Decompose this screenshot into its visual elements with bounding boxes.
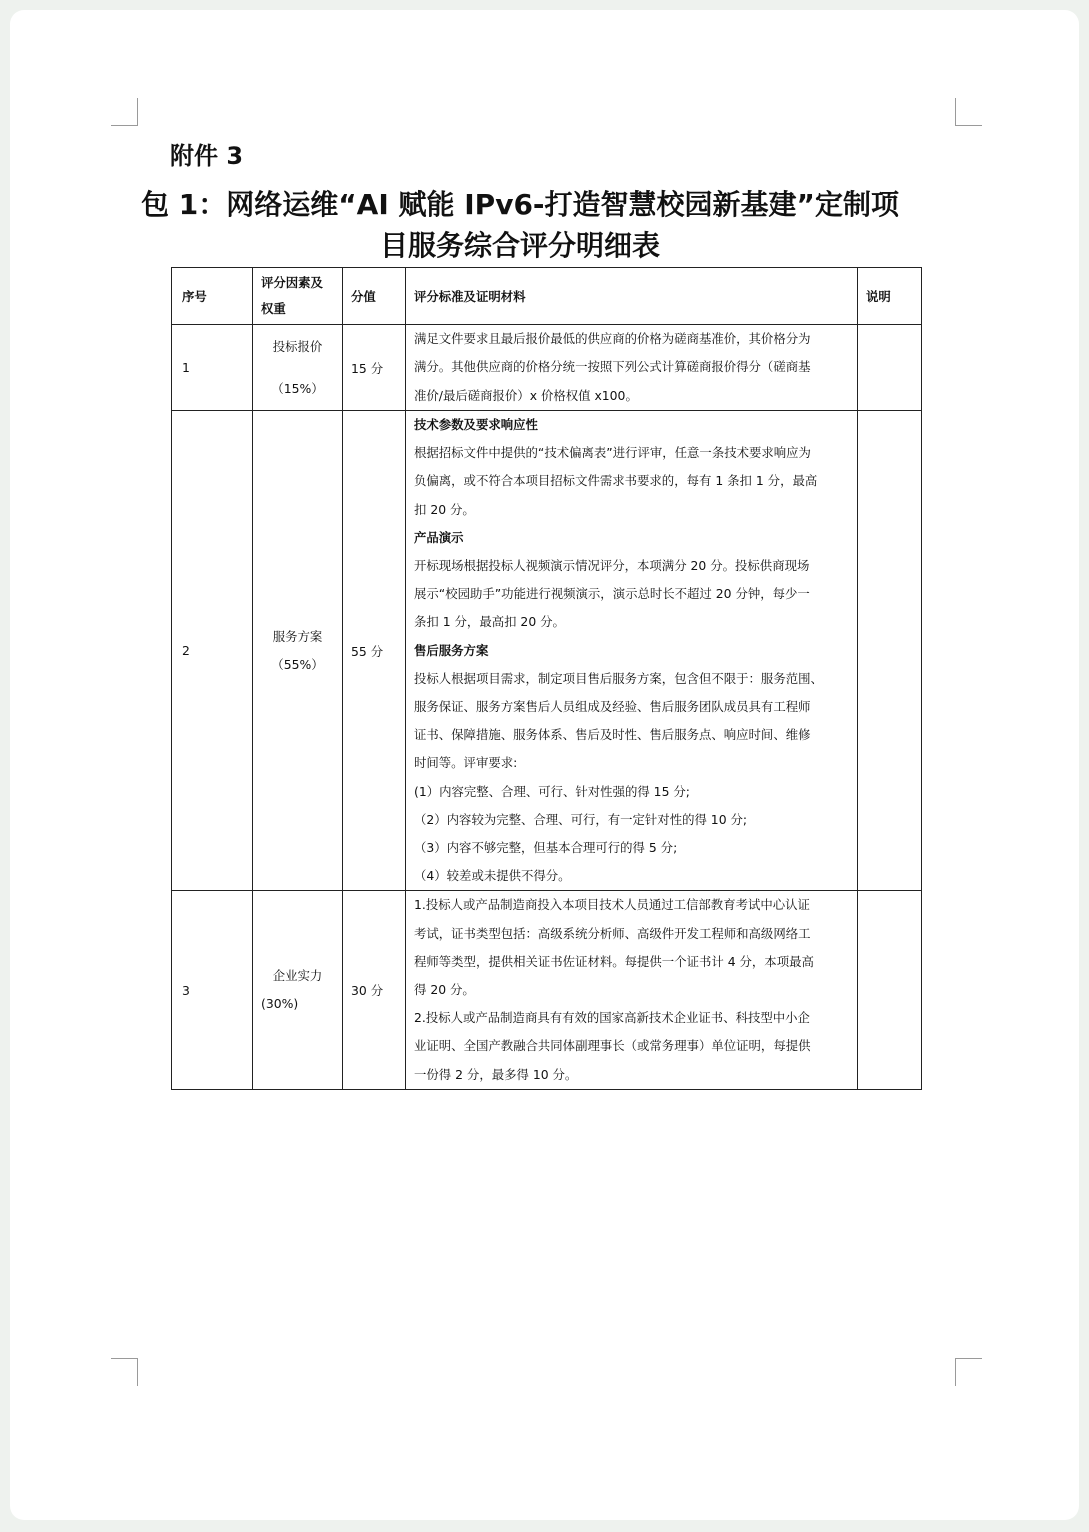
criteria-line: (1）内容完整、合理、可行、针对性强的得 15 分; xyxy=(414,783,690,799)
header-seq: 序号 xyxy=(172,268,253,325)
row-factor xyxy=(253,891,343,1089)
row-factor xyxy=(253,411,343,891)
header-factor-line-2: 权重 xyxy=(261,301,286,316)
table-row xyxy=(172,411,922,891)
table-row xyxy=(172,891,922,1089)
header-factor-line-1: 评分因素及 xyxy=(261,275,323,290)
table-header-row xyxy=(172,268,922,325)
row-seq: 3 xyxy=(172,891,253,1089)
document-title xyxy=(130,184,910,266)
criteria-line: 满足文件要求且最后报价最低的供应商的价格为磋商基准价，其价格分为 xyxy=(414,331,811,347)
row-criteria xyxy=(406,891,858,1089)
criteria-line: 条扣 1 分，最高扣 20 分。 xyxy=(414,614,565,630)
crop-mark-top-right xyxy=(955,98,982,126)
criteria-line: （4）较差或未提供不得分。 xyxy=(414,868,571,884)
row-criteria xyxy=(406,325,858,411)
criteria-line: 考试，证书类型包括：高级系统分析师、高级件开发工程师和高级网络工 xyxy=(414,925,811,941)
row-note xyxy=(858,891,922,1089)
criteria-line: 1.投标人或产品制造商投入本项目技术人员通过工信部教育考试中心认证 xyxy=(414,897,810,913)
criteria-line: 开标现场根据投标人视频演示情况评分，本项满分 20 分。投标供商现场 xyxy=(414,558,810,574)
row-criteria xyxy=(406,411,858,891)
criteria-line: 时间等。评审要求: xyxy=(414,755,518,771)
row-note xyxy=(858,411,922,891)
row-score: 30 分 xyxy=(343,891,406,1089)
criteria-line: 扣 20 分。 xyxy=(414,501,475,517)
crop-mark-bottom-left xyxy=(111,1358,138,1386)
table-row xyxy=(172,325,922,411)
criteria-line: （3）内容不够完整，但基本合理可行的得 5 分; xyxy=(414,840,678,856)
factor-weight: （55%） xyxy=(271,656,324,672)
scoring-table xyxy=(171,267,922,1090)
row-seq: 1 xyxy=(172,325,253,411)
criteria-line: 根据招标文件中提供的“技术偏离表”进行评审，任意一条技术要求响应为 xyxy=(414,445,811,461)
crop-mark-bottom-right xyxy=(955,1358,982,1386)
criteria-heading: 产品演示 xyxy=(414,529,464,545)
criteria-line: 满分。其他供应商的价格分统一按照下列公式计算磋商报价得分（磋商基 xyxy=(414,359,811,375)
row-factor xyxy=(253,325,343,411)
criteria-line: 得 20 分。 xyxy=(414,982,475,998)
criteria-line: 投标人根据项目需求，制定项目售后服务方案，包含但不限于：服务范围、 xyxy=(414,670,823,686)
crop-mark-top-left xyxy=(111,98,138,126)
header-factor xyxy=(253,268,343,325)
header-score: 分值 xyxy=(343,268,406,325)
factor-name: 企业实力 xyxy=(272,968,323,984)
attachment-label: 附件 3 xyxy=(170,142,244,170)
criteria-heading: 售后服务方案 xyxy=(414,642,489,658)
criteria-line: 2.投标人或产品制造商具有有效的国家高新技术企业证书、科技型中小企 xyxy=(414,1010,810,1026)
title-line-1: 包 1：网络运维“AI 赋能 IPv6-打造智慧校园新基建”定制项 xyxy=(141,188,899,221)
criteria-heading: 技术参数及要求响应性 xyxy=(414,417,538,432)
criteria-line: 负偏离，或不符合本项目招标文件需求书要求的，每有 1 条扣 1 分，最高 xyxy=(414,473,818,489)
row-seq: 2 xyxy=(172,411,253,891)
criteria-line: 服务保证、服务方案售后人员组成及经验、售后服务团队成员具有工程师 xyxy=(414,699,811,715)
factor-name: 服务方案 xyxy=(272,628,323,644)
factor-name: 投标报价 xyxy=(272,338,323,354)
header-criteria: 评分标准及证明材料 xyxy=(406,268,858,325)
header-note: 说明 xyxy=(858,268,922,325)
criteria-line: （2）内容较为完整、合理、可行，有一定针对性的得 10 分; xyxy=(414,811,748,827)
factor-weight: （15%） xyxy=(271,380,324,396)
row-score: 15 分 xyxy=(343,325,406,411)
criteria-line: 程师等类型，提供相关证书佐证材料。每提供一个证书计 4 分，本项最高 xyxy=(414,953,814,969)
criteria-line: 准价/最后磋商报价）x 价格权值 x100。 xyxy=(414,387,638,403)
criteria-line: 证书、保障措施、服务体系、售后及时性、售后服务点、响应时间、维修 xyxy=(414,727,811,743)
criteria-line: 一份得 2 分，最多得 10 分。 xyxy=(414,1066,578,1082)
criteria-line: 展示“校园助手”功能进行视频演示，演示总时长不超过 20 分钟，每少一 xyxy=(414,586,810,602)
criteria-line: 业证明、全国产教融合共同体副理事长（或常务理事）单位证明，每提供 xyxy=(414,1038,811,1054)
row-note xyxy=(858,325,922,411)
row-score: 55 分 xyxy=(343,411,406,891)
factor-weight: (30%) xyxy=(261,996,299,1012)
title-line-2: 目服务综合评分明细表 xyxy=(379,229,660,262)
